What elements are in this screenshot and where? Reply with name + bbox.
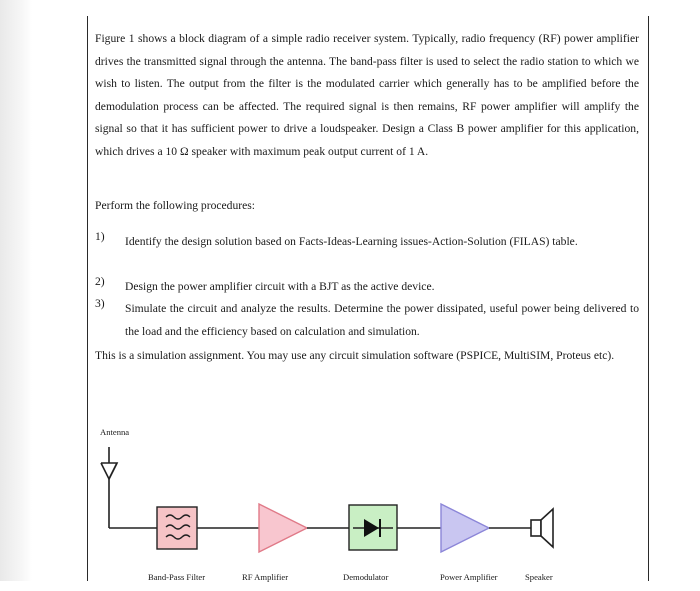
page-edge-shadow xyxy=(0,0,32,581)
step-number: 2) xyxy=(95,275,105,288)
band-pass-filter-label: Band-Pass Filter xyxy=(148,572,206,582)
step-number: 3) xyxy=(95,297,105,310)
speaker-label: Speaker xyxy=(525,572,553,582)
power-amplifier-label: Power Amplifier xyxy=(440,572,498,582)
step-text: Design the power amplifier circuit with a BJT as the active device. xyxy=(125,280,435,293)
demodulator-label: Demodulator xyxy=(343,572,389,582)
band-pass-filter-block xyxy=(157,507,197,549)
antenna-icon xyxy=(101,447,157,528)
step-number: 1) xyxy=(95,230,105,243)
rf-amplifier-block xyxy=(259,504,307,552)
procedures-heading: Perform the following procedures: xyxy=(95,199,256,212)
assignment-box xyxy=(87,16,649,581)
block-diagram xyxy=(88,421,650,591)
rf-amplifier-label: RF Amplifier xyxy=(242,572,289,582)
demodulator-block xyxy=(349,505,397,550)
step-text: Identify the design solution based on Facts-Ideas-Learning issues-Action-Solution (FILAS) table. xyxy=(125,235,578,248)
antenna-label: Antenna xyxy=(100,427,130,437)
step-text: Simulate the circuit and analyze the results. Determine the power dissipated, useful power being delivered to the load and the efficiency based on calculation and simulation. xyxy=(125,302,639,338)
simulation-note: This is a simulation assignment. You may use any circuit simulation software (PSPICE, MultiSIM, Proteus etc). xyxy=(95,349,615,362)
power-amplifier-block xyxy=(441,504,489,552)
intro-paragraph: Figure 1 shows a block diagram of a simple radio receiver system. Typically, radio frequency (RF) power amplifier drives the transmitted signal through the antenna. The band-pass filter is used to select the radio station to which we wish to listen. The output from the filter is the modulated carrier which generally has to be amplified before the demodulation process can be affected. The required signal is then remains, RF power amplifier will amplify the signal so that it has sufficient power to drive a loudspeaker. Design a Class B power amplifier for this application, which drives a 10 Ω speaker with maximum peak output current of 1 A. xyxy=(95,32,639,158)
speaker-icon xyxy=(531,509,553,547)
